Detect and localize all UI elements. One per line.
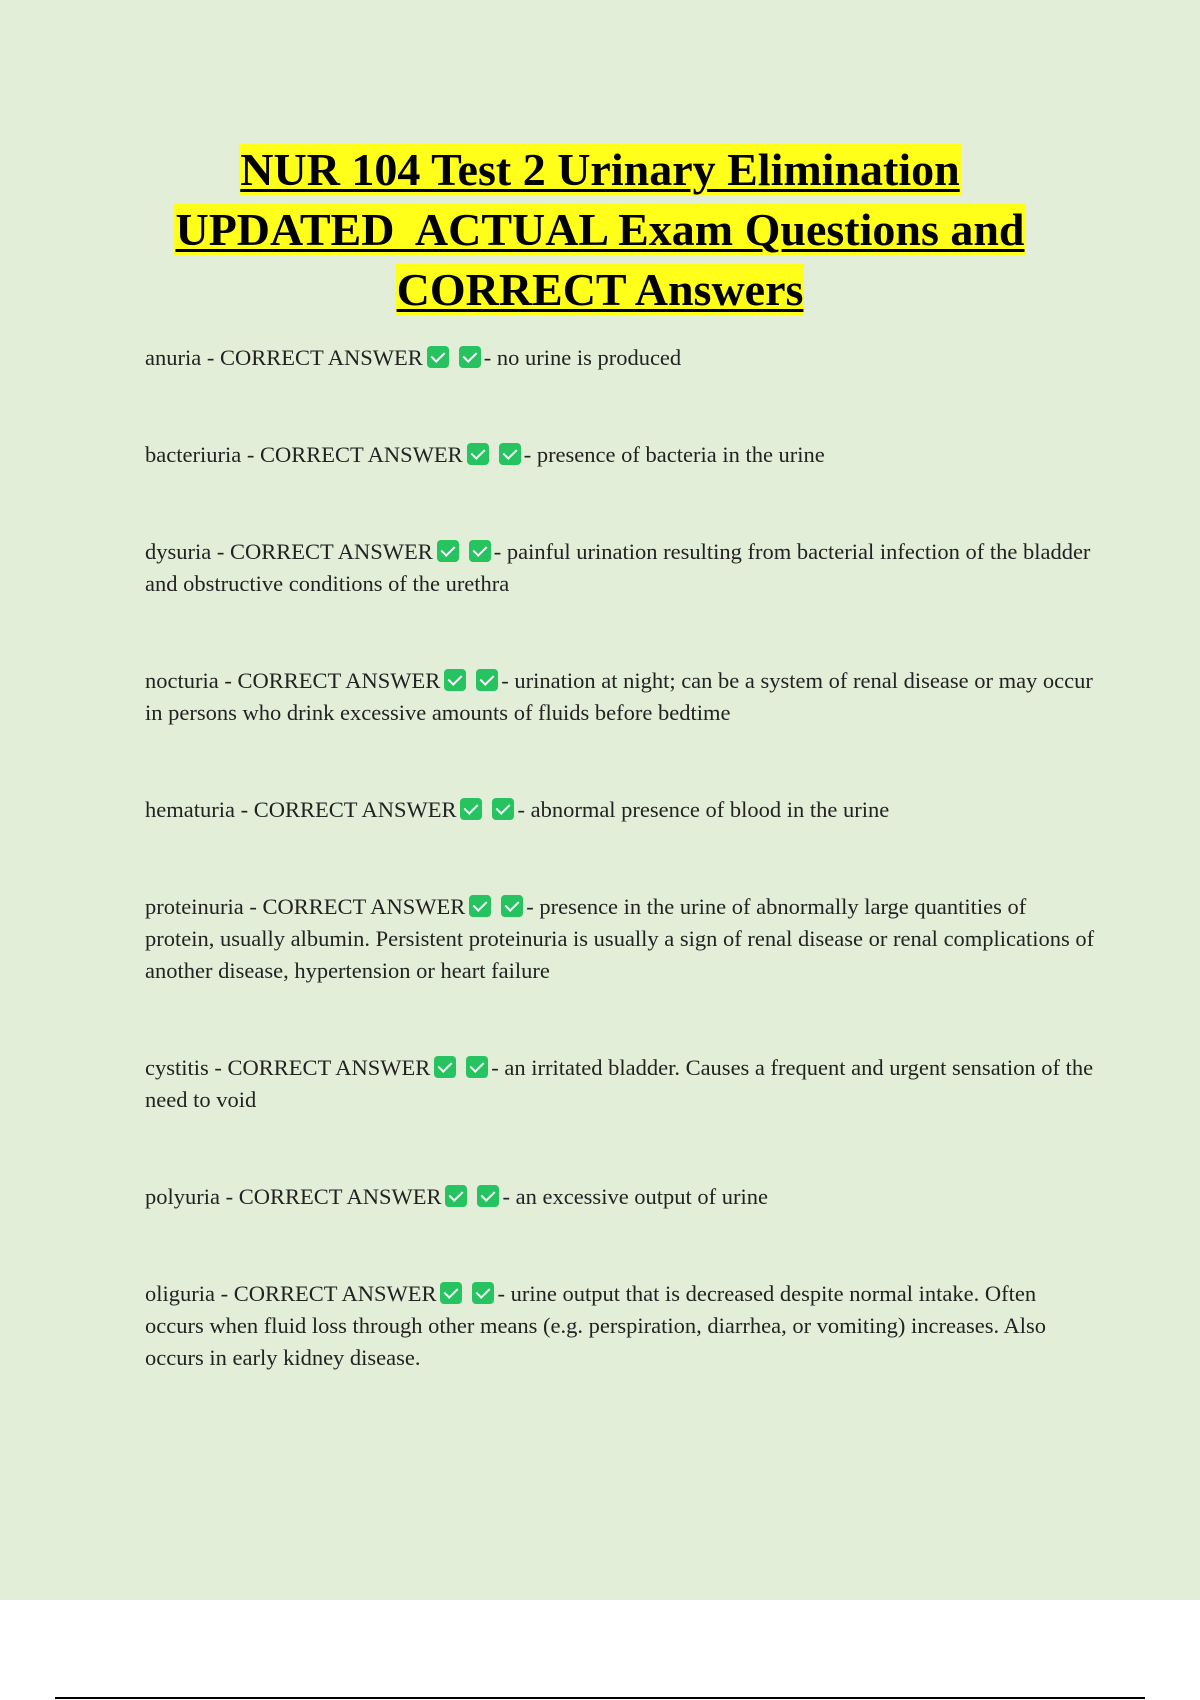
check-box-icon xyxy=(444,669,466,691)
entry-term: polyuria xyxy=(145,1184,220,1209)
answer-marker: CORRECT ANSWER xyxy=(262,894,466,919)
title-line-2: UPDATED ACTUAL Exam Questions and xyxy=(175,204,1025,255)
entry-term: bacteriuria xyxy=(145,442,242,467)
check-box-icon xyxy=(466,1056,488,1078)
definition-entry-anuria: anuria - CORRECT ANSWER - no urine is produced xyxy=(145,345,682,370)
answer-marker: CORRECT ANSWER xyxy=(227,1055,431,1080)
answer-marker: CORRECT ANSWER xyxy=(253,797,457,822)
entry-term: proteinuria xyxy=(145,894,244,919)
entry-term: cystitis xyxy=(145,1055,209,1080)
check-box-icon xyxy=(459,346,481,368)
answer-marker: CORRECT ANSWER xyxy=(259,442,463,467)
entry-term: oliguria xyxy=(145,1281,215,1306)
answer-marker: CORRECT ANSWER xyxy=(230,539,433,564)
entry-definition: abnormal presence of blood in the urine xyxy=(530,797,890,822)
entry-term: anuria xyxy=(145,345,202,370)
entry-definition: an irritated bladder. Causes a frequent and urgent sensation of the need to void xyxy=(145,1055,1094,1112)
entry-definition: urine output that is decreased despite normal intake. Often occurs when fluid loss through other means (e.g. perspiration, diarrhea, or vomiting) increases. Also occurs in early kidney disease. xyxy=(145,1281,1047,1370)
footer-divider xyxy=(55,1697,1145,1699)
entry-definition: no urine is produced xyxy=(496,345,682,370)
check-box-icon xyxy=(445,1185,467,1207)
definition-entry-dysuria: dysuria - CORRECT ANSWER - painful urination resulting from bacterial infection of the bladder and obstructive conditions of the urethra xyxy=(145,539,1091,596)
answer-marker: CORRECT ANSWER xyxy=(237,668,441,693)
check-box-icon xyxy=(437,540,459,562)
check-box-icon xyxy=(472,1282,494,1304)
entry-term: nocturia xyxy=(145,668,219,693)
check-box-icon xyxy=(492,798,514,820)
check-box-icon xyxy=(501,895,523,917)
entry-term: dysuria xyxy=(145,539,212,564)
document-title xyxy=(100,140,1100,320)
check-box-icon xyxy=(476,669,498,691)
entry-definition: presence in the urine of abnormally large quantities of protein, usually albumin. Persistent proteinuria is usually a sign of renal disease or renal complications of another disease, hypertension or heart failure xyxy=(145,894,1095,983)
check-box-icon xyxy=(469,895,491,917)
entry-definition: presence of bacteria in the urine xyxy=(536,442,825,467)
entry-definition: urination at night; can be a system of renal disease or may occur in persons who drink excessive amounts of fluids before bedtime xyxy=(145,668,1093,725)
check-box-icon xyxy=(499,443,521,465)
definition-entry-polyuria: polyuria - CORRECT ANSWER - an excessive output of urine xyxy=(145,1184,769,1209)
answer-marker: CORRECT ANSWER xyxy=(233,1281,437,1306)
definition-entry-hematuria: hematuria - CORRECT ANSWER - abnormal presence of blood in the urine xyxy=(145,797,890,822)
definition-entry-proteinuria: proteinuria - CORRECT ANSWER - presence in the urine of abnormally large quantities of protein, usually albumin. Persistent proteinuria is usually a sign of renal disease or renal complications of another disease, hypertension or heart failure xyxy=(145,894,1095,983)
check-box-icon xyxy=(440,1282,462,1304)
entry-term: hematuria xyxy=(145,797,235,822)
check-box-icon xyxy=(467,443,489,465)
check-box-icon xyxy=(434,1056,456,1078)
entry-definition: painful urination resulting from bacterial infection of the bladder and obstructive conditions of the urethra xyxy=(145,539,1091,596)
definition-list xyxy=(145,342,1095,1374)
entry-definition: an excessive output of urine xyxy=(515,1184,769,1209)
title-line-1: NUR 104 Test 2 Urinary Elimination xyxy=(240,144,960,195)
answer-marker: CORRECT ANSWER xyxy=(219,345,423,370)
definition-entry-cystitis: cystitis - CORRECT ANSWER - an irritated bladder. Causes a frequent and urgent sensation of the need to void xyxy=(145,1055,1094,1112)
title-line-3: CORRECT Answers xyxy=(396,264,804,315)
check-box-icon xyxy=(477,1185,499,1207)
definition-entry-nocturia: nocturia - CORRECT ANSWER - urination at night; can be a system of renal disease or may occur in persons who drink excessive amounts of fluids before bedtime xyxy=(145,668,1093,725)
check-box-icon xyxy=(469,540,491,562)
check-box-icon xyxy=(460,798,482,820)
definition-entry-oliguria: oliguria - CORRECT ANSWER - urine output that is decreased despite normal intake. Often occurs when fluid loss through other means (e.g. perspiration, diarrhea, or vomiting) increases. Also occurs in early kidney disease. xyxy=(145,1281,1047,1370)
definition-entry-bacteriuria: bacteriuria - CORRECT ANSWER - presence of bacteria in the urine xyxy=(145,442,825,467)
check-box-icon xyxy=(427,346,449,368)
answer-marker: CORRECT ANSWER xyxy=(238,1184,442,1209)
